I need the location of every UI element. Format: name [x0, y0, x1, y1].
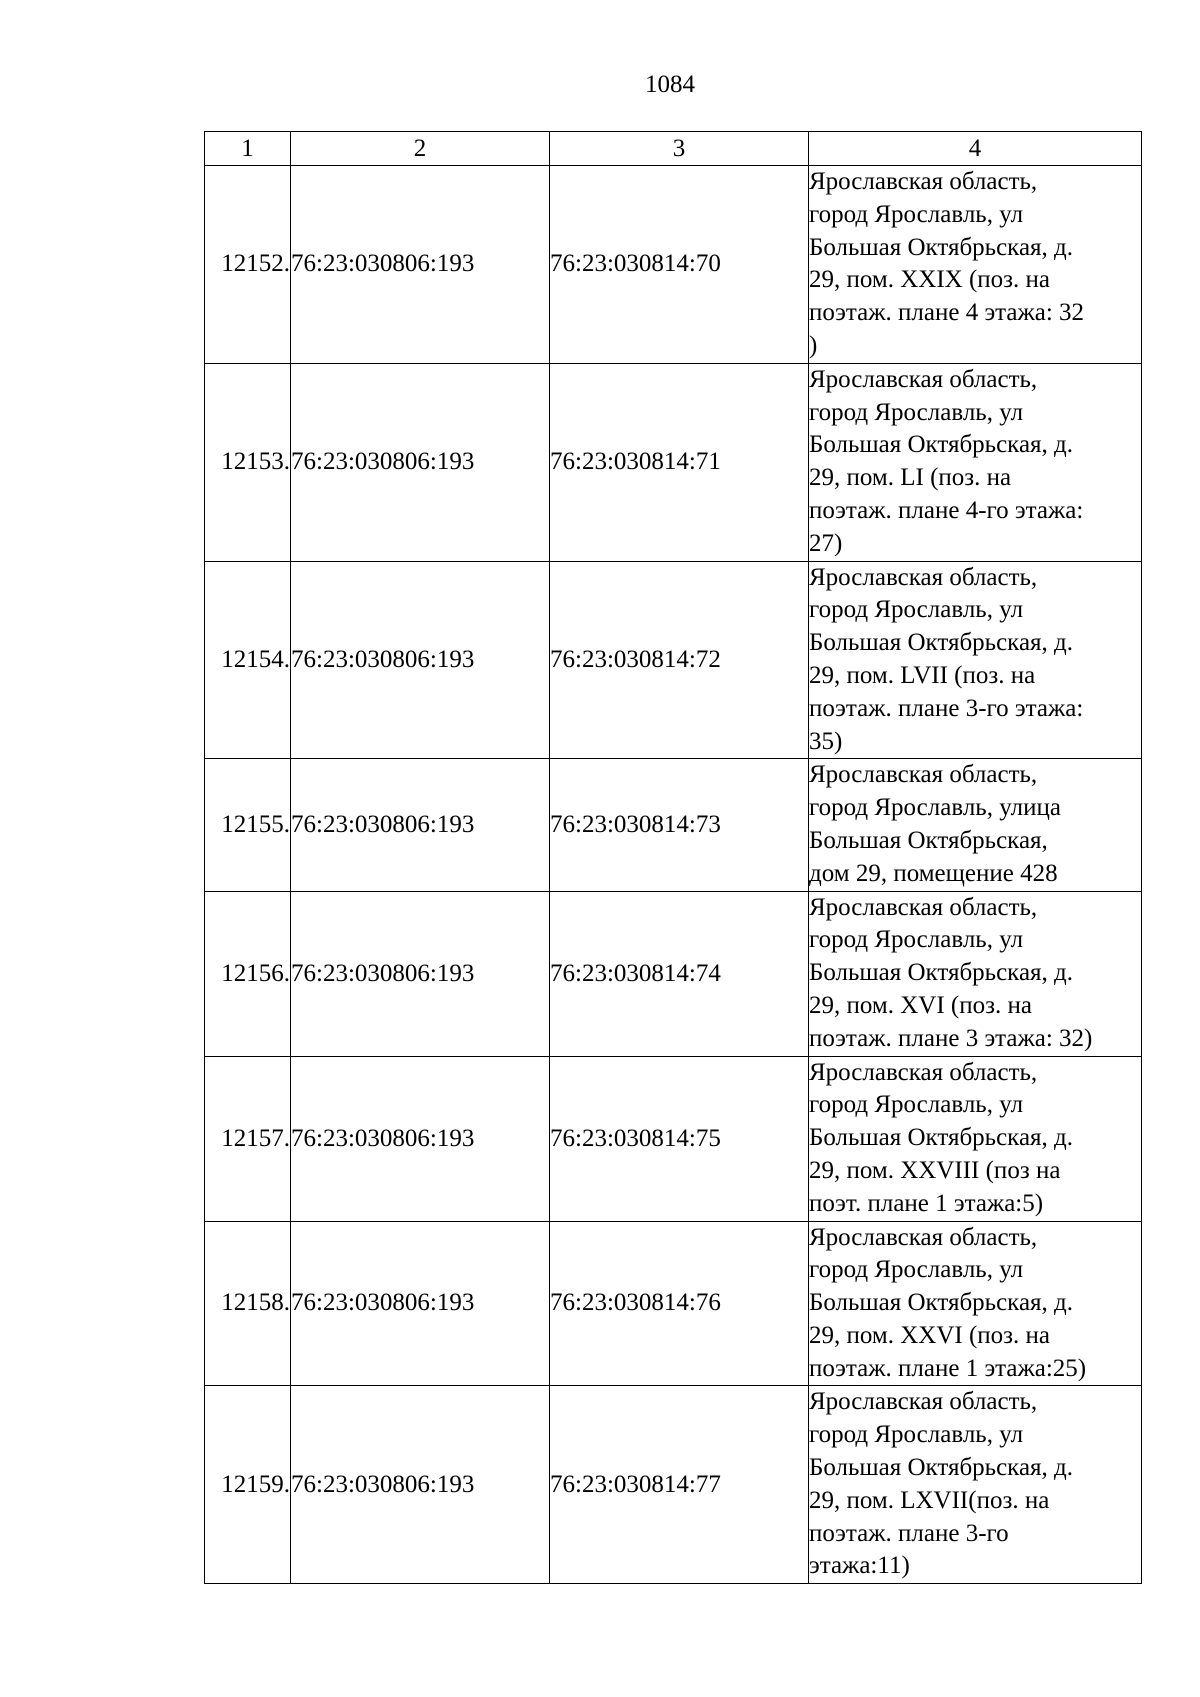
address-line: Ярославская область,: [809, 761, 1038, 789]
table-row: [205, 759, 1142, 891]
address-line: поэтаж. плане 1 этажа:25): [809, 1354, 1087, 1382]
parcel-cadastral-number: 76:23:030806:193: [291, 1056, 550, 1221]
table-row: [205, 363, 1142, 561]
address-line: 29, пом. LI (поз. на: [809, 464, 1012, 492]
address-line: поэтаж. плане 4-го этажа:: [809, 496, 1084, 524]
parcel-cadastral-number: 76:23:030806:193: [291, 1386, 550, 1584]
address-line: Большая Октябрьская, д.: [809, 1289, 1074, 1317]
parcel-cadastral-number: 76:23:030806:193: [291, 759, 550, 891]
parcel-cadastral-number: 76:23:030806:193: [291, 1221, 550, 1386]
address-line: поэтаж. плане 3 этажа: 32): [809, 1024, 1093, 1052]
header-row: [205, 132, 1142, 166]
address-line: поэтаж. плане 3-го: [809, 1519, 1009, 1547]
address-line: 29, пом. XXVI (поз. на: [809, 1321, 1051, 1349]
address-line: 29, пом. LXVII(поз. на: [809, 1486, 1050, 1514]
address-cell: [809, 1056, 1142, 1221]
address-line: Ярославская область,: [809, 1223, 1038, 1251]
row-number: 12156.: [205, 891, 291, 1056]
column-header-3: 3: [550, 132, 809, 166]
object-cadastral-number: 76:23:030814:72: [550, 561, 809, 759]
address-line: Ярославская область,: [809, 168, 1038, 195]
table-row: [205, 891, 1142, 1056]
address-line: дом 29, помещение 428: [809, 859, 1058, 887]
address-line: город Ярославль, улица: [809, 794, 1061, 822]
address-line: Ярославская область,: [809, 1058, 1038, 1086]
object-cadastral-number: 76:23:030814:77: [550, 1386, 809, 1584]
address-line: Ярославская область,: [809, 893, 1038, 921]
address-line: Большая Октябрьская,: [809, 826, 1048, 854]
parcel-cadastral-number: 76:23:030806:193: [291, 561, 550, 759]
address-line: ): [809, 331, 818, 359]
address-line: город Ярославль, ул: [809, 398, 1024, 426]
address-line: Большая Октябрьская, д.: [809, 431, 1074, 459]
object-cadastral-number: 76:23:030814:70: [550, 166, 809, 364]
address-line: Большая Октябрьская, д.: [809, 629, 1074, 657]
table-row: [205, 1386, 1142, 1584]
address-cell: [809, 1221, 1142, 1386]
address-cell: [809, 363, 1142, 561]
table-row: [205, 1221, 1142, 1386]
row-number: 12157.: [205, 1056, 291, 1221]
address-line: 29, пом. XXVIII (поз на: [809, 1156, 1061, 1184]
address-line: город Ярославль, ул: [809, 1091, 1024, 1119]
row-number: 12158.: [205, 1221, 291, 1386]
address-line: поэт. плане 1 этажа:5): [809, 1189, 1044, 1217]
address-line: поэтаж. плане 3-го этажа:: [809, 694, 1084, 722]
address-line: Большая Октябрьская, д.: [809, 1124, 1074, 1152]
table-row: [205, 166, 1142, 364]
address-line: поэтаж. плане 4 этажа: 32: [809, 299, 1085, 327]
page-number: 1084: [645, 71, 695, 98]
address-line: Ярославская область,: [809, 365, 1038, 393]
registry-table: [204, 131, 1142, 1584]
object-cadastral-number: 76:23:030814:74: [550, 891, 809, 1056]
object-cadastral-number: 76:23:030814:75: [550, 1056, 809, 1221]
address-line: город Ярославль, ул: [809, 926, 1024, 954]
address-line: 29, пом. LVII (поз. на: [809, 661, 1036, 689]
address-cell: [809, 561, 1142, 759]
address-cell: [809, 166, 1142, 364]
parcel-cadastral-number: 76:23:030806:193: [291, 166, 550, 364]
table-body: [205, 166, 1142, 1584]
object-cadastral-number: 76:23:030814:76: [550, 1221, 809, 1386]
address-cell: [809, 759, 1142, 891]
address-line: город Ярославль, ул: [809, 200, 1024, 228]
parcel-cadastral-number: 76:23:030806:193: [291, 363, 550, 561]
column-header-1: 1: [205, 132, 291, 166]
address-line: 29, пом. XXIX (поз. на: [809, 266, 1051, 294]
address-cell: [809, 891, 1142, 1056]
row-number: 12153.: [205, 363, 291, 561]
address-line: Ярославская область,: [809, 1388, 1038, 1416]
address-line: город Ярославль, ул: [809, 596, 1024, 624]
column-header-2: 2: [291, 132, 550, 166]
row-number: 12154.: [205, 561, 291, 759]
table-row: [205, 1056, 1142, 1221]
address-line: Большая Октябрьская, д.: [809, 233, 1074, 261]
address-line: 35): [809, 727, 843, 755]
table-row: [205, 561, 1142, 759]
row-number: 12155.: [205, 759, 291, 891]
address-cell: [809, 1386, 1142, 1584]
object-cadastral-number: 76:23:030814:71: [550, 363, 809, 561]
parcel-cadastral-number: 76:23:030806:193: [291, 891, 550, 1056]
address-line: город Ярославль, ул: [809, 1421, 1024, 1449]
address-line: 29, пом. XVI (поз. на: [809, 991, 1032, 1019]
address-line: этажа:11): [809, 1552, 910, 1580]
address-line: 27): [809, 529, 843, 557]
address-line: город Ярославль, ул: [809, 1256, 1024, 1284]
object-cadastral-number: 76:23:030814:73: [550, 759, 809, 891]
row-number: 12152.: [205, 166, 291, 364]
row-number: 12159.: [205, 1386, 291, 1584]
address-line: Большая Октябрьская, д.: [809, 959, 1074, 987]
address-line: Большая Октябрьская, д.: [809, 1454, 1074, 1482]
column-header-4: 4: [809, 132, 1142, 166]
address-line: Ярославская область,: [809, 563, 1038, 591]
